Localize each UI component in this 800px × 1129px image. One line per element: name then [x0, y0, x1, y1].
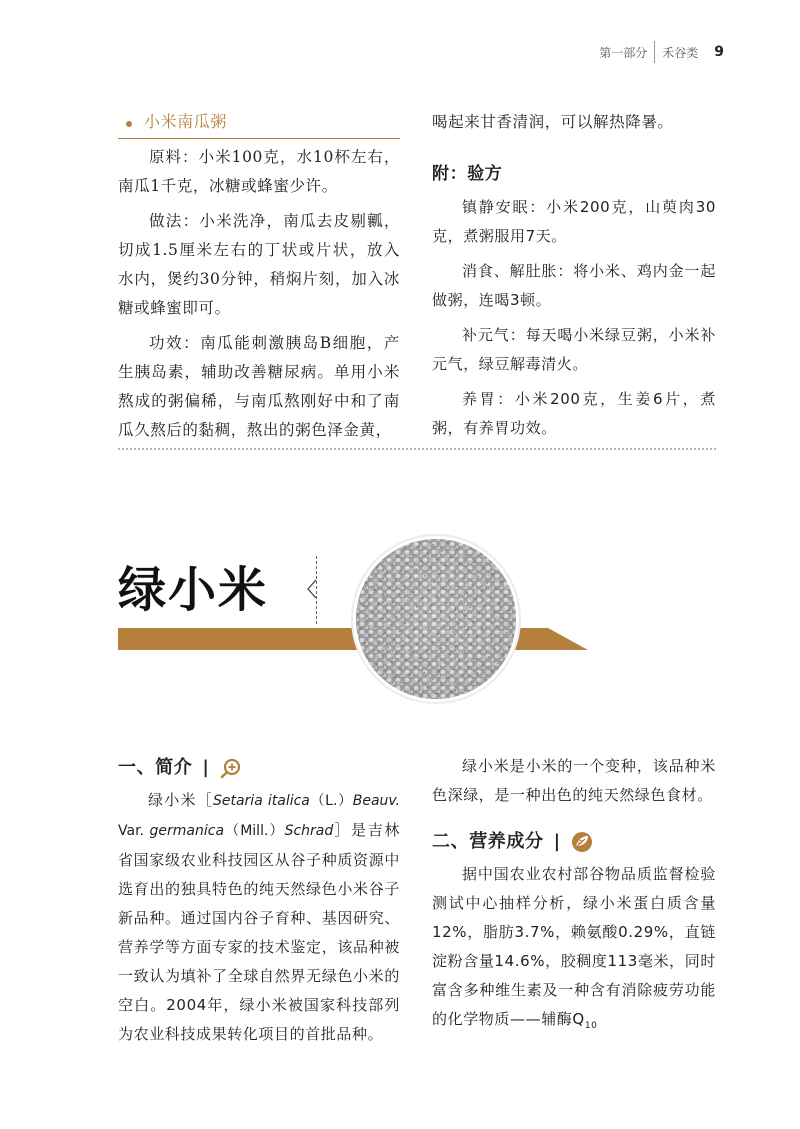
remedy-label: 镇静安眠	[462, 198, 530, 216]
latin-name: Schrad	[284, 823, 334, 839]
effect-continuation: 喝起来甘香清润，可以解热降暑。	[432, 113, 674, 131]
heading-separator: |	[202, 757, 210, 778]
section-title: 绿小米	[118, 562, 269, 618]
section-divider	[118, 448, 716, 450]
remedy-text: ：小米200克，山萸肉30克，煮粥服用7天。	[432, 198, 716, 245]
recipe-ingredients	[118, 143, 400, 201]
latin-name: Setaria italica	[212, 793, 310, 809]
intro-text: ］是吉林省国家级农业科技园区从谷子种质资源中选育出的独具特色的纯天然绿色小米谷子新品种。通过国内谷子育种、基因研究、营养学等方面专家的技术鉴定，该品种被一致认为填补了全球自然界无绿色小米的空白。2004年，绿小米被国家科技部列为农业科技成果转化项目的首批品种。	[118, 821, 400, 1043]
remedy-text: ：每天喝小米绿豆粥，小米补元气，绿豆解毒清火。	[432, 326, 716, 373]
recipe-title: 小米南瓜粥	[144, 112, 228, 131]
intro-paragraph-2: 绿小米是小米的一个变种，该品种米色深绿，是一种出色的纯天然绿色食材。	[432, 757, 716, 804]
method-text: ：小米洗净，南瓜去皮剔瓤，切成1.5厘米左右的丁状或片状，放入水内，煲约30分钟，稍焖片刻，加入冰糖或蜂蜜即可。	[118, 212, 400, 317]
chevron-left-icon	[306, 578, 318, 600]
leaf-icon	[571, 831, 593, 853]
intro-heading	[118, 752, 400, 784]
nutrition-title: 二、营养成分	[432, 831, 544, 852]
intro-column	[118, 752, 400, 1049]
remedy-item	[432, 257, 716, 315]
recipe-heading	[118, 108, 400, 139]
remedies-title: 附：验方	[432, 164, 503, 184]
intro-paragraph	[118, 786, 400, 1049]
latin-name: germanica	[149, 823, 225, 839]
remedy-label: 消食、解肚胀	[462, 262, 558, 280]
page-number: 9	[714, 44, 724, 60]
heading-separator: |	[553, 831, 561, 852]
ingredients-text: ：小米100克，水10杯左右，南瓜1千克，冰糖或蜂蜜少许。	[118, 148, 400, 195]
ingredients-label: 原料	[149, 148, 183, 166]
remedy-item	[432, 321, 716, 379]
intro-text: Var.	[118, 823, 150, 839]
recipe-effect	[118, 329, 400, 445]
nutrition-paragraph	[432, 860, 716, 1041]
intro-text: （L.）	[309, 793, 353, 809]
running-header	[599, 40, 724, 64]
nutrition-column	[432, 752, 716, 1041]
header-part: 第一部分	[599, 45, 648, 60]
intro-text: 绿小米［	[148, 791, 213, 809]
magnifier-plus-icon	[220, 757, 242, 779]
latin-name: Beauv.	[352, 793, 400, 809]
effect-label: 功效	[149, 334, 184, 352]
method-label: 做法	[149, 212, 183, 230]
intro-text: （Mill.）	[224, 823, 285, 839]
remedy-text: ：将小米、鸡内金一起做粥，连喝3顿。	[432, 262, 716, 309]
intro-title: 一、简介	[118, 757, 193, 778]
nutrition-text: 据中国农业农村部谷物品质监督检验测试中心抽样分析，绿小米蛋白质含量12%，脂肪3.7%，赖氨酸0.29%，直链淀粉含量14.6%，胶稠度113毫米，同时富含多种维生素及一种含有消除疲劳功能的化学物质——辅酶Q	[432, 865, 716, 1028]
remedy-text: ：小米200克，生姜6片，煮粥，有养胃功效。	[432, 390, 716, 437]
subscript: 10	[584, 1021, 598, 1031]
header-chapter: 禾谷类	[662, 45, 699, 60]
remedy-item	[432, 193, 716, 251]
effect-text: ：南瓜能刺激胰岛B细胞，产生胰岛素，辅助改善糖尿病。单用小米熬成的粥偏稀，与南瓜熬刚好中和了南瓜久熬后的黏稠，熬出的粥色泽金黄，	[118, 334, 400, 439]
recipe-method	[118, 207, 400, 323]
remedy-label: 养胃	[462, 390, 498, 408]
millet-grain-image	[350, 533, 522, 705]
bullet-dot	[126, 121, 132, 127]
recipe-column	[118, 108, 400, 445]
remedy-label: 补元气	[462, 326, 510, 344]
remedies-column	[432, 108, 716, 443]
remedy-item	[432, 385, 716, 443]
header-divider	[654, 41, 655, 63]
nutrition-heading	[432, 826, 716, 858]
